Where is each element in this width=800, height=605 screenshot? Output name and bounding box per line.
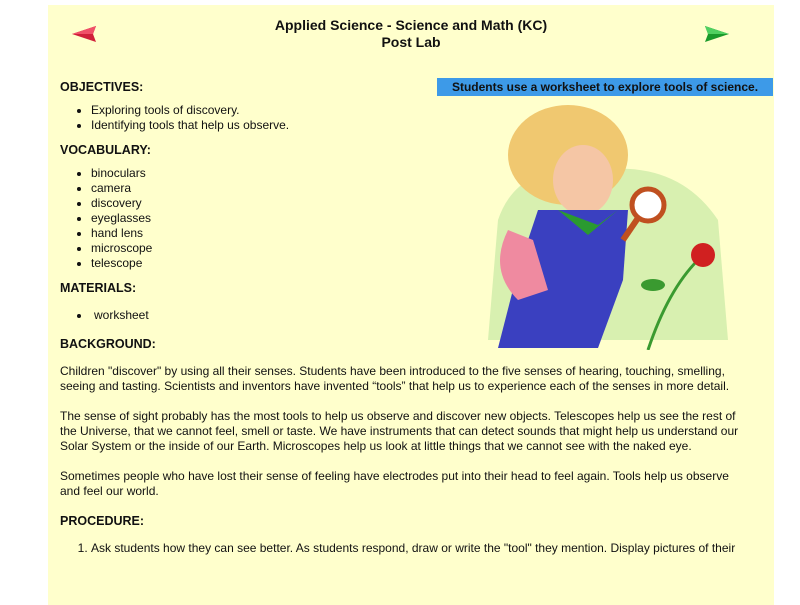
procedure-heading: PROCEDURE: bbox=[60, 514, 145, 528]
list-item: • telescope bbox=[91, 256, 750, 271]
procedure-list bbox=[91, 541, 750, 556]
green-right-arrow-icon[interactable] bbox=[703, 25, 731, 43]
list-item: • eyeglasses bbox=[91, 211, 750, 226]
materials-heading: MATERIALS: bbox=[60, 281, 137, 295]
list-item: 1. Ask students how they can see better. As students respond, draw or write the "tool" they mention. Display pictures of their bbox=[91, 541, 750, 556]
materials-list bbox=[91, 308, 750, 323]
objectives-heading: OBJECTIVES: bbox=[60, 80, 144, 94]
background-paragraph: Sometimes people who have lost their sense of feeling have electrodes put into their head to feel again. Tools help us observe and feel our world. bbox=[60, 469, 729, 498]
page-title bbox=[48, 17, 774, 51]
objectives-list bbox=[91, 103, 750, 133]
vocabulary-list bbox=[91, 166, 750, 271]
background-paragraph: The sense of sight probably has the most tools to help us observe and discover new objects. Telescopes help us see the rest of the Universe, that we cannot feel, smell or taste. We have instruments that can detect sounds that might help us understand our Solar System or the inside of our Earth. Microscopes help us look at little things that we cannot see with the naked eye. bbox=[60, 409, 739, 453]
background-heading: BACKGROUND: bbox=[60, 337, 156, 351]
list-item: • Exploring tools of discovery. bbox=[91, 103, 750, 118]
background-paragraph: Children "discover" by using all their senses. Students have been introduced to the five senses of hearing, touching, smelling, seeing and tasting. Scientists and inventors have invented “tools” that help us to experience each of the senses in more detail. bbox=[60, 364, 730, 393]
title-line-2: Post Lab bbox=[381, 34, 441, 50]
list-item: • worksheet bbox=[91, 308, 750, 323]
lesson-page bbox=[48, 5, 774, 605]
list-item: • hand lens bbox=[91, 226, 750, 241]
list-item: • camera bbox=[91, 181, 750, 196]
list-item: • binoculars bbox=[91, 166, 750, 181]
caption-banner: Students use a worksheet to explore tools of science. bbox=[437, 78, 773, 96]
vocabulary-heading: VOCABULARY: bbox=[60, 143, 151, 157]
list-item: • discovery bbox=[91, 196, 750, 211]
title-line-1: Applied Science - Science and Math (KC) bbox=[274, 17, 548, 33]
list-item: • Identifying tools that help us observe. bbox=[91, 118, 750, 133]
list-item: • microscope bbox=[91, 241, 750, 256]
lesson-content bbox=[60, 80, 750, 566]
